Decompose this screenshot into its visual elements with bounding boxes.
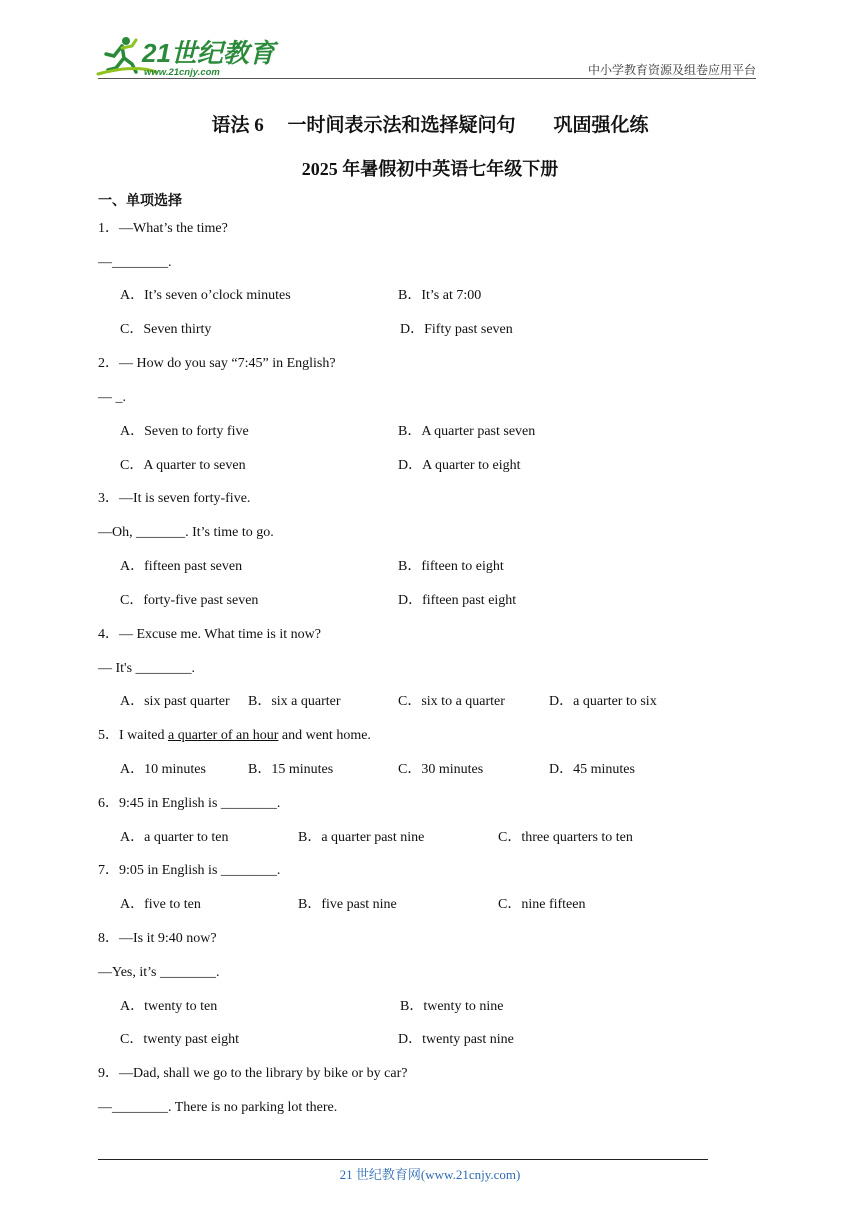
question-2-option-d[interactable]: D．A quarter to eight bbox=[398, 458, 521, 473]
document-subtitle: 2025 年暑假初中英语七年级下册 bbox=[301, 159, 559, 179]
logo-url: www.21cnjy.com bbox=[144, 67, 220, 78]
question-4-stem: 4．— Excuse me. What time is it now? bbox=[98, 627, 321, 642]
footer-link[interactable]: 21 世纪教育网(www.21cnjy.com) bbox=[339, 1167, 521, 1182]
question-9-stem: 9．—Dad, shall we go to the library by bike or by car? bbox=[98, 1066, 408, 1081]
question-9-answer: —________. There is no parking lot there. bbox=[98, 1100, 338, 1115]
question-7-option-b[interactable]: B．five past nine bbox=[298, 897, 397, 912]
header-divider bbox=[98, 78, 756, 79]
question-1-option-d[interactable]: D．Fifty past seven bbox=[400, 322, 513, 337]
question-1-option-b[interactable]: B．It’s at 7:00 bbox=[398, 288, 482, 303]
question-3-option-a[interactable]: A．fifteen past seven bbox=[120, 559, 243, 574]
footer-divider bbox=[98, 1159, 708, 1160]
question-1-answer: —________. bbox=[98, 255, 172, 270]
question-6-option-b[interactable]: B．a quarter past nine bbox=[298, 830, 425, 845]
question-5-stem-post: and went home. bbox=[278, 728, 371, 743]
question-7-option-a[interactable]: A．five to ten bbox=[120, 897, 201, 912]
question-4-option-b[interactable]: B．six a quarter bbox=[248, 694, 341, 709]
question-3-answer: —Oh, _______. It’s time to go. bbox=[98, 525, 274, 540]
question-4-option-c[interactable]: C．six to a quarter bbox=[398, 694, 505, 709]
question-8-option-a[interactable]: A．twenty to ten bbox=[120, 999, 218, 1014]
section-heading: 一、单项选择 bbox=[98, 194, 182, 209]
question-8-option-c[interactable]: C．twenty past eight bbox=[120, 1032, 239, 1047]
question-2-option-c[interactable]: C．A quarter to seven bbox=[120, 458, 246, 473]
question-3-option-c[interactable]: C．forty-five past seven bbox=[120, 593, 259, 608]
question-6-stem: 6．9:45 in English is ________. bbox=[98, 796, 281, 811]
question-4-option-d[interactable]: D．a quarter to six bbox=[549, 694, 657, 709]
question-1-option-a[interactable]: A．It’s seven o’clock minutes bbox=[120, 288, 291, 303]
document-title: 语法 6 一时间表示法和选择疑问句 巩固强化练 bbox=[211, 115, 649, 136]
question-5-underlined-phrase: a quarter of an hour bbox=[167, 728, 279, 743]
question-4-option-a[interactable]: A．six past quarter bbox=[120, 694, 230, 709]
question-1-stem: 1．—What’s the time? bbox=[98, 221, 228, 236]
question-8-option-d[interactable]: D．twenty past nine bbox=[398, 1032, 514, 1047]
question-5-option-c[interactable]: C．30 minutes bbox=[398, 762, 484, 777]
logo-text: 21世纪教育 bbox=[142, 38, 275, 68]
question-3-option-b[interactable]: B．fifteen to eight bbox=[398, 559, 504, 574]
question-2-option-b[interactable]: B．A quarter past seven bbox=[398, 424, 536, 439]
platform-name: 中小学教育资源及组卷应用平台 bbox=[587, 63, 756, 77]
question-7-stem: 7．9:05 in English is ________. bbox=[98, 863, 281, 878]
question-8-answer: —Yes, it’s ________. bbox=[98, 965, 220, 980]
question-8-stem: 8．—Is it 9:40 now? bbox=[98, 931, 217, 946]
question-8-option-b[interactable]: B．twenty to nine bbox=[400, 999, 504, 1014]
runner-logo-icon bbox=[96, 34, 275, 78]
question-6-option-a[interactable]: A．a quarter to ten bbox=[120, 830, 229, 845]
question-5-option-b[interactable]: B．15 minutes bbox=[248, 762, 334, 777]
question-3-option-d[interactable]: D．fifteen past eight bbox=[398, 593, 517, 608]
site-logo bbox=[96, 34, 275, 78]
question-6-option-c[interactable]: C．three quarters to ten bbox=[498, 830, 633, 845]
question-5-option-a[interactable]: A．10 minutes bbox=[120, 762, 206, 777]
question-7-option-c[interactable]: C．nine fifteen bbox=[498, 897, 586, 912]
question-1-option-c[interactable]: C．Seven thirty bbox=[120, 322, 212, 337]
question-4-answer: — It's ________. bbox=[98, 661, 196, 676]
question-5-stem-pre: 5．I waited bbox=[98, 728, 168, 743]
question-2-answer: — _. bbox=[98, 390, 126, 405]
question-3-stem: 3．—It is seven forty-five. bbox=[98, 491, 251, 506]
question-5-stem bbox=[98, 727, 371, 745]
question-2-option-a[interactable]: A．Seven to forty five bbox=[120, 424, 249, 439]
question-5-option-d[interactable]: D．45 minutes bbox=[549, 762, 635, 777]
question-2-stem: 2．— How do you say “7:45” in English? bbox=[98, 356, 336, 371]
